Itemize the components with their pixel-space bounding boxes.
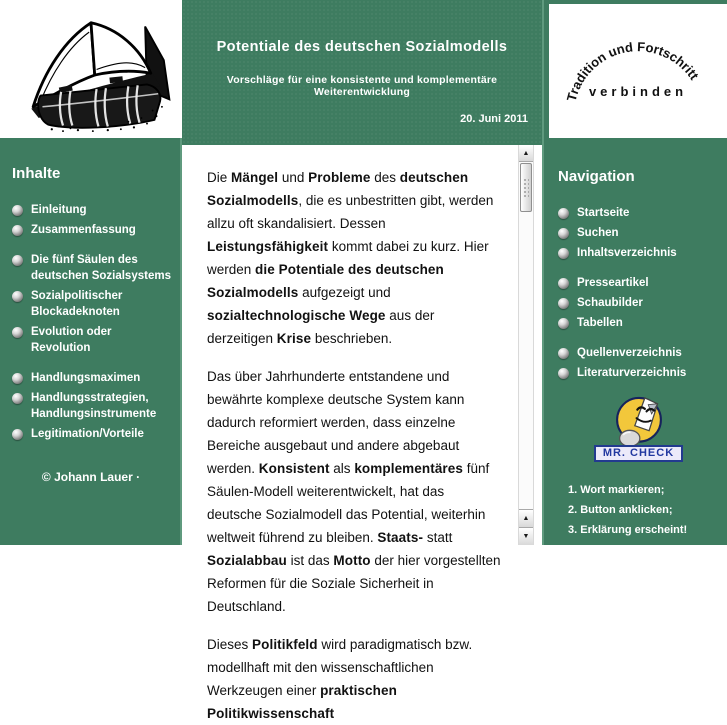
sidebar-item[interactable] (556, 205, 721, 221)
sidebar-item-label: Handlungsstrategien, Handlungsinstrumente (31, 392, 157, 420)
navigation-heading: Navigation (558, 168, 635, 185)
nav-group (556, 345, 721, 381)
page-date: 20. Juni 2011 (460, 113, 528, 125)
sidebar-item-label: Literaturverzeichnis (577, 367, 687, 379)
sidebar-item-label: Zusammenfassung (31, 224, 136, 236)
bullet-icon (12, 373, 23, 384)
mr-check-button[interactable]: MR. CHECK (594, 445, 683, 462)
bullet-icon (12, 429, 23, 440)
sidebar-left (0, 138, 182, 545)
logo-box (549, 4, 727, 138)
inhalte-heading: Inhalte (12, 165, 61, 182)
sidebar-item-label: Handlungsmaximen (31, 372, 141, 384)
sidebar-item[interactable] (556, 365, 721, 381)
sidebar-item[interactable] (556, 315, 721, 331)
sidebar-item[interactable] (556, 345, 721, 361)
sidebar-item[interactable] (10, 252, 172, 284)
mr-check-description-line: Mr. Check liefert (580, 562, 669, 574)
sidebar-item-label: Startseite (577, 207, 630, 219)
mr-check-description-line: Begriffserklärungen aus (580, 579, 713, 591)
paragraph: Das über Jahrhunderte entstandene und bewährte komplexe deutsche System kann dadurch reformiert werden, dass einzelne Bereiche ausgebaut und andere abgebaut werden. Konsistent als komplementäres fünf Säulen-Modell weiterentwickelt, hat das deutsche Sozialmodell das Potential, weiterhin weltweit führend zu bleiben. Staats- statt Sozialabbau ist das Motto der hier vorgestellten Reformen für die Soziale Sicherheit in Deutschland. (207, 369, 501, 614)
mr-check-step: 1. Wort markieren; (568, 484, 665, 496)
bullet-icon (12, 225, 23, 236)
page-subtitle: Vorschläge für eine konsistente und komplementäre Weiterentwicklung (226, 74, 498, 98)
sidebar-item-label: Tabellen (577, 317, 623, 329)
sidebar-item-label: Die fünf Säulen des deutschen Sozialsystems (31, 254, 171, 282)
bullet-icon (12, 255, 23, 266)
mr-check-steps (568, 482, 721, 538)
nav-group (10, 370, 172, 442)
mr-check-description-line: Brockhaus und Duden. (580, 596, 706, 608)
mr-check-step: 3. Erklärung erscheint! (568, 524, 688, 536)
mr-check-section (556, 395, 721, 611)
sidebar-item[interactable] (10, 390, 172, 422)
nav-group (556, 205, 721, 261)
navigation-list (556, 205, 721, 381)
sidebar-item[interactable] (10, 222, 172, 238)
header-banner (182, 0, 542, 145)
scroll-up-button[interactable]: ▲ (519, 145, 533, 162)
sidebar-item[interactable] (10, 288, 172, 320)
sidebar-item[interactable] (10, 324, 172, 356)
sidebar-item[interactable] (10, 202, 172, 218)
sidebar-item-label: Schaubilder (577, 297, 643, 309)
content-area (182, 145, 542, 721)
sidebar-item[interactable] (10, 370, 172, 386)
tradition-logo (549, 4, 727, 138)
paragraph: Die Mängel und Probleme des deutschen Sozialmodells, die es unbestritten gibt, werden allzu oft skandalisiert. Dessen Leistungsfähigkeit kommt dabei zu kurz. Hier werden die Potentiale des deutschen Sozialmodells aufgezeigt und sozialtechnologische Wege aus der derzeitigen Krise beschrieben. (207, 170, 494, 346)
paragraph: Dieses Politikfeld wird paradigmatisch bzw. modellhaft mit den wissenschaftlichen Werkzeugen einer praktischen Politikwissenschaft (207, 637, 473, 721)
bullet-icon (12, 291, 23, 302)
book-image-panel (0, 0, 182, 138)
sidebar-item-label: Quellenverzeichnis (577, 347, 682, 359)
sidebar-right (542, 0, 727, 608)
bullet-icon (12, 393, 23, 404)
page-title: Potentiale des deutschen Sozialmodells (216, 39, 508, 55)
sidebar-item[interactable] (556, 295, 721, 311)
mr-check-description (580, 560, 721, 611)
logo-verbinden-text: verbinden (588, 84, 688, 99)
nav-group (556, 275, 721, 331)
scrollbar-thumb[interactable] (520, 163, 532, 212)
sidebar-item[interactable] (556, 245, 721, 261)
scrollbar[interactable] (518, 145, 534, 545)
open-book-illustration (7, 6, 175, 132)
sidebar-item[interactable] (556, 275, 721, 291)
copyright[interactable]: © Johann Lauer · (41, 470, 141, 484)
nav-group (10, 202, 172, 238)
sidebar-item-label: Presseartikel (577, 277, 649, 289)
sidebar-item-label: Suchen (577, 227, 619, 239)
sidebar-item-label: Legitimation/Vorteile (31, 428, 144, 440)
scroll-up-button-bottom[interactable]: ▲ (519, 509, 533, 527)
logo-arc-text: Tradition und Fortschritt (563, 39, 702, 103)
sidebar-item[interactable] (556, 225, 721, 241)
sidebar-item-label: Evolution oder Revolution (31, 326, 112, 354)
mr-check-step: 2. Button anklicken; (568, 504, 673, 516)
bullet-icon (12, 205, 23, 216)
sidebar-item[interactable] (10, 426, 172, 442)
content-paragraphs (182, 145, 562, 725)
inhalte-list (10, 202, 172, 442)
nav-group (10, 252, 172, 356)
sidebar-item-label: Inhaltsverzeichnis (577, 247, 677, 259)
sidebar-item-label: Einleitung (31, 204, 87, 216)
scroll-down-button[interactable]: ▼ (519, 527, 533, 545)
bullet-icon (12, 327, 23, 338)
sidebar-item-label: Sozialpolitischer Blockadeknoten (31, 290, 123, 318)
